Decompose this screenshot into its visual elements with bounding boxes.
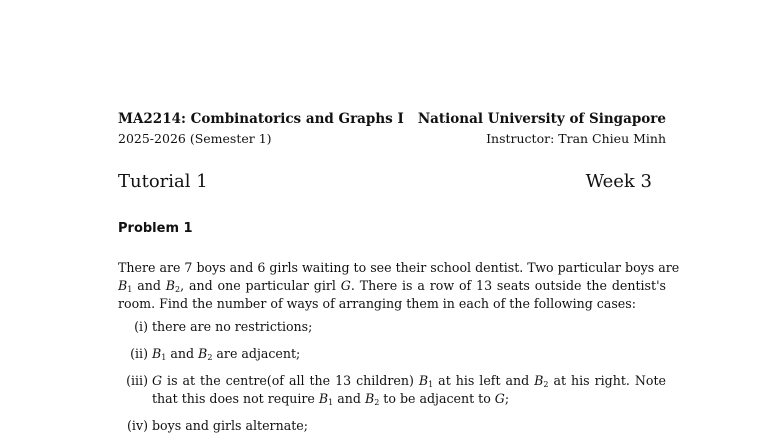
item-text: that this does not require $B_1$ and $B_2$ to be adjacent to G; (152, 391, 510, 407)
item-label: (i) (134, 319, 148, 334)
intro-line: There are 7 boys and 6 girls waiting to see their school dentist. Two particular boys are (118, 260, 680, 275)
item-label: (ii) (130, 346, 148, 361)
problem-intro (118, 259, 680, 313)
university-name: National University of Singapore (417, 111, 666, 127)
course-title: MA2214: Combinatorics and Graphs I (118, 111, 404, 127)
header-row-2 (118, 131, 666, 146)
week-label: Week 3 (585, 171, 652, 192)
item-label: (iv) (127, 418, 148, 433)
item-text: there are no restrictions; (152, 319, 313, 334)
item-text: $B_1$ and $B_2$ are adjacent; (152, 346, 301, 362)
document-page (118, 0, 680, 441)
term: 2025-2026 (Semester 1) (118, 131, 272, 146)
tutorial-title: Tutorial 1 (118, 171, 208, 192)
item-text: G is at the centre(of all the 13 children) $B_1$ at his left and $B_2$ at his right. Note (152, 373, 666, 389)
intro-line: $B_1$ and $B_2$, and one particular girl G. There is a row of 13 seats outside the dentist's (118, 278, 666, 294)
title-row (118, 171, 666, 192)
problem-heading: Problem 1 (118, 221, 193, 236)
item-text: boys and girls alternate; (152, 418, 308, 433)
header-row-1 (118, 111, 666, 127)
item-label: (iii) (126, 373, 148, 388)
instructor: Instructor: Tran Chieu Minh (486, 131, 666, 146)
intro-line: room. Find the number of ways of arranging them in each of the following cases: (118, 296, 636, 311)
